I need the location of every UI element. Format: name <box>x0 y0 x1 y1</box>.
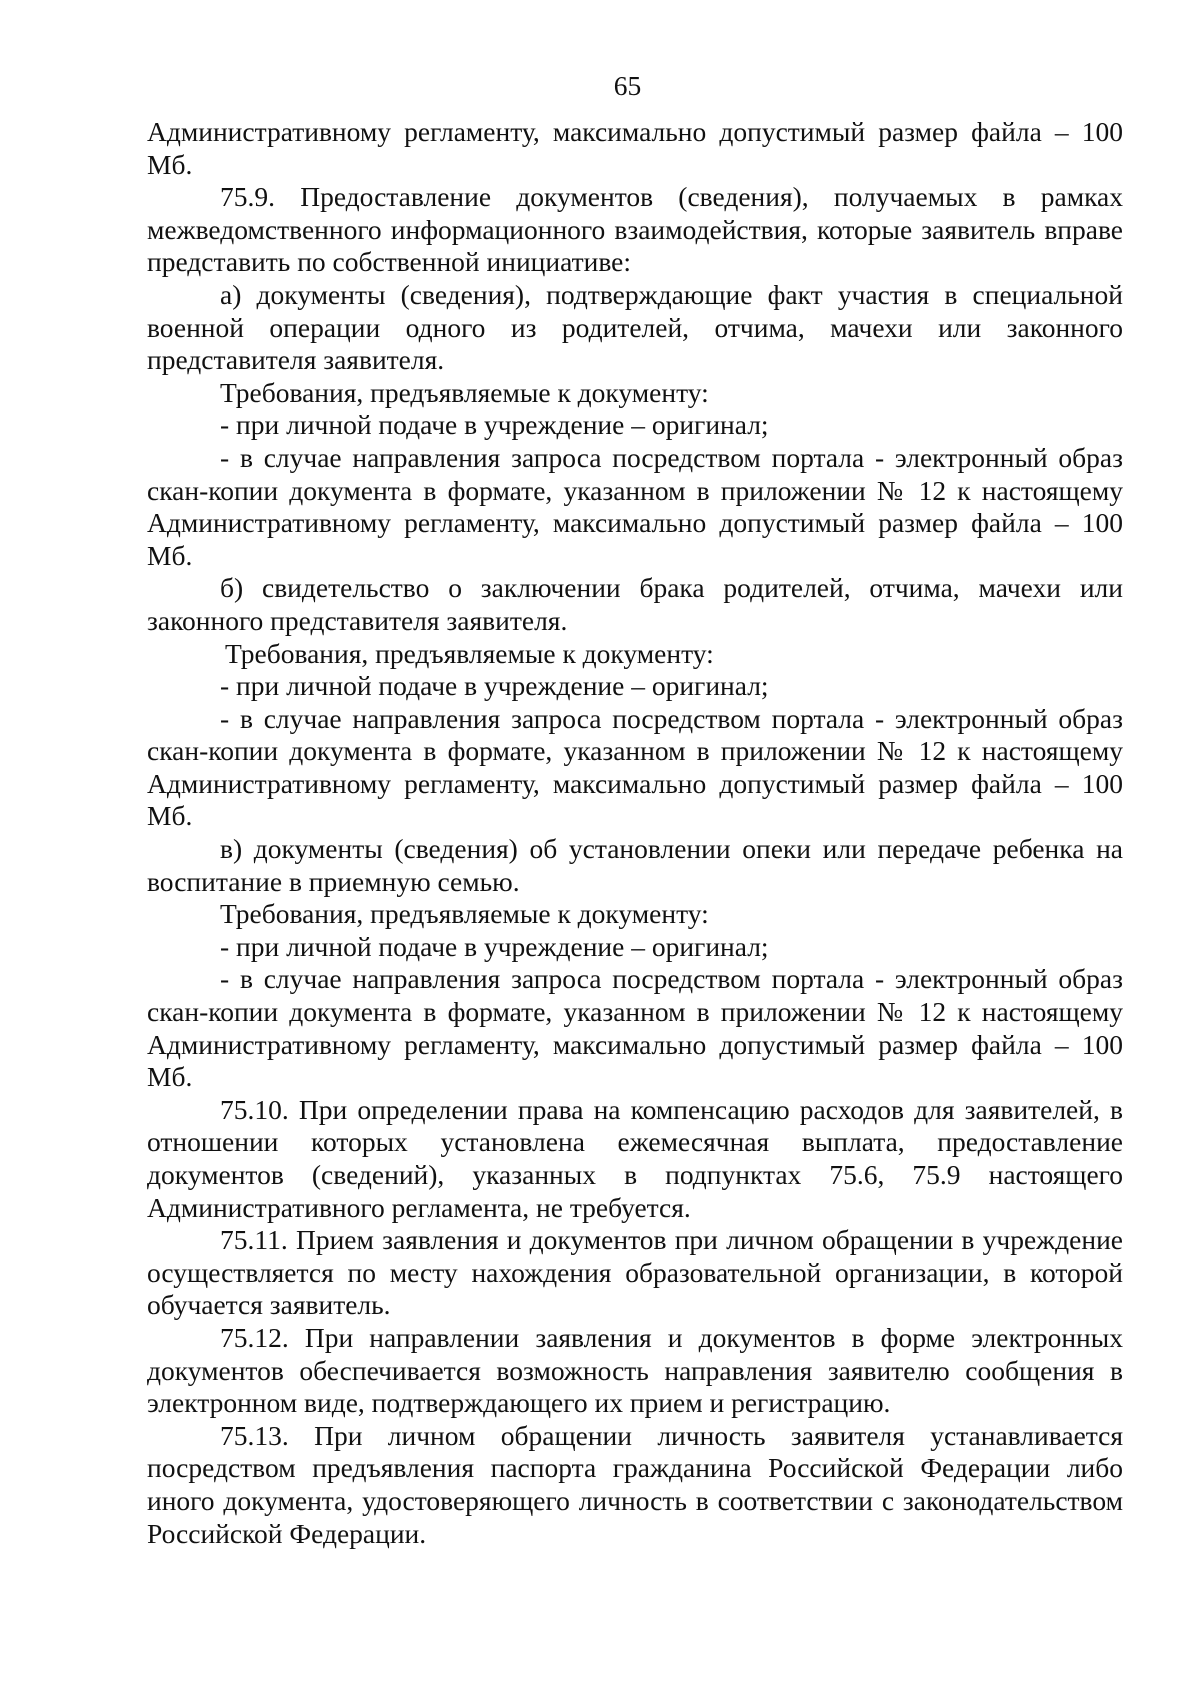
paragraph-75-9: 75.9. Предоставление документов (сведения), получаемых в рамках межведомственного информационного взаимодействия, которые заявитель вправе представить по собственной инициативе: <box>147 181 1123 278</box>
page-number: 65 <box>613 70 642 101</box>
paragraph-item-v: в) документы (сведения) об установлении опеки или передаче ребенка на воспитание в приемную семью. <box>147 833 1123 897</box>
paragraph-portal-b: - в случае направления запроса посредством портала - электронный образ скан-копии документа в формате, указанном в приложении № 12 к настоящему Административному регламенту, максимально допустимый размер файла – 100 Мб. <box>147 702 1123 832</box>
paragraph-item-b: б) свидетельство о заключении брака родителей, отчима, мачехи или законного представителя заявителя. <box>147 572 1123 636</box>
paragraph-75-10: 75.10. При определении права на компенсацию расходов для заявителей, в отношении которых установлена ежемесячная выплата, предоставление документов (сведений), указанных в подпунктах 75.6, 75.9 настоящего Административного регламента, не требуется. <box>147 1093 1123 1223</box>
paragraph-requirements-b: Требования, предъявляемые к документу: <box>225 637 714 669</box>
paragraph-75-11: 75.11. Прием заявления и документов при личном обращении в учреждение осуществляется по месту нахождения образовательной организации, в которой обучается заявитель. <box>147 1224 1123 1321</box>
paragraph-75-13: 75.13. При личном обращении личность заявителя устанавливается посредством предъявления паспорта гражданина Российской Федерации либо иного документа, удостоверяющего личность в соответствии с законодательством Российской Федерации. <box>147 1419 1123 1549</box>
paragraph-original-v: - при личной подаче в учреждение – оригинал; <box>220 930 769 962</box>
document-body <box>147 116 1123 1550</box>
paragraph-portal-v: - в случае направления запроса посредством портала - электронный образ скан-копии документа в формате, указанном в приложении № 12 к настоящему Административному регламенту, максимально допустимый размер файла – 100 Мб. <box>147 963 1123 1093</box>
paragraph-requirements-v: Требования, предъявляемые к документу: <box>220 898 709 930</box>
paragraph-75-12: 75.12. При направлении заявления и документов в форме электронных документов обеспечивается возможность направления заявителю сообщения в электронном виде, подтверждающего их прием и регистрацию. <box>147 1321 1123 1419</box>
paragraph-requirements-a: Требования, предъявляемые к документу: <box>220 376 709 408</box>
paragraph-original-b: - при личной подаче в учреждение – оригинал; <box>220 670 769 702</box>
paragraph-portal-a: - в случае направления запроса посредством портала - электронный образ скан-копии документа в формате, указанном в приложении № 12 к настоящему Административному регламенту, максимально допустимый размер файла – 100 Мб. <box>147 441 1123 571</box>
paragraph-item-a: а) документы (сведения), подтверждающие факт участия в специальной военной операции одного из родителей, отчима, мачехи или законного представителя заявителя. <box>147 278 1123 376</box>
paragraph-original-a: - при личной подаче в учреждение – оригинал; <box>220 409 769 441</box>
paragraph-continuation: Административному регламенту, максимально допустимый размер файла – 100 Мб. <box>147 116 1123 180</box>
